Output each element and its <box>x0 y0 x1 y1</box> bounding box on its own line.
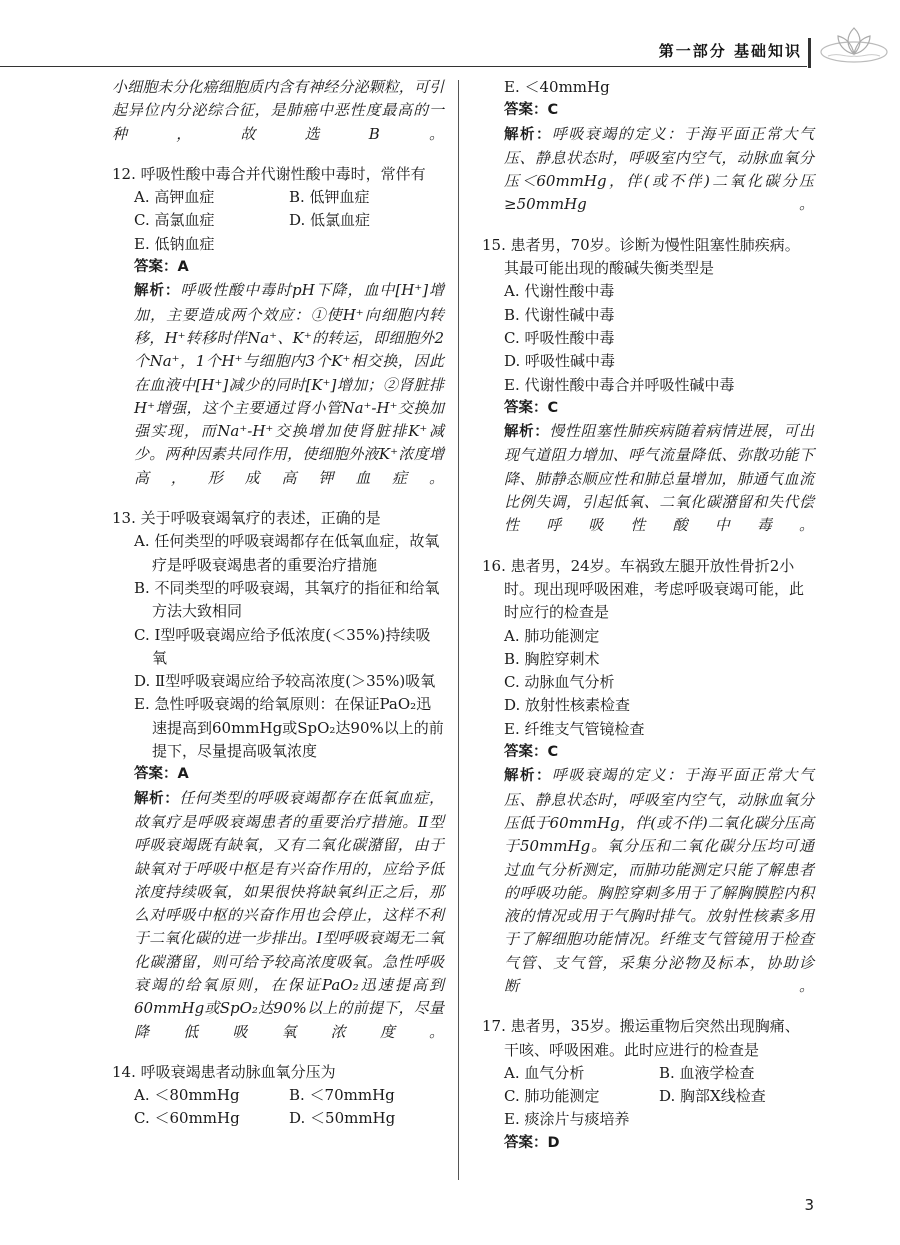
question-stem: 13. 关于呼吸衰竭氧疗的表述，正确的是 <box>112 509 381 528</box>
option-d: D. 胸部X线检查 <box>659 1087 766 1106</box>
option-a: A. ＜80mmHg <box>134 1086 240 1105</box>
option-e: E. 痰涂片与痰培养 <box>504 1110 630 1129</box>
question-stem: 16. 患者男，24岁。车祸致左腿开放性骨折2小时。现出现呼吸困难，考虑呼吸衰竭可能，此时应行的检查是 <box>482 556 805 622</box>
question-13 <box>112 507 444 1044</box>
option-c: C. 动脉血气分析 <box>504 673 615 692</box>
explanation-text: 任何类型的呼吸衰竭都存在低氧血症，故氧疗是呼吸衰竭患者的重要治疗措施。Ⅱ型呼吸衰竭既有缺氧，又有二氧化碳潴留，由于缺氧对于呼吸中枢是有兴奋作用的，应给予低浓度持续吸氧，如果很快将缺氧纠正之后，那么对呼吸中枢的兴奋作用也会停止，这样不利于二氧化碳的进一步排出。Ⅰ型呼吸衰竭无二氧化碳潴留，则可给予较高浓度吸氧。急性呼吸衰竭的给氧原则，在保证PaO₂迅速提高到60mmHg或SpO₂达90%以上的前提下，尽量降低吸氧浓度。 <box>134 788 445 1041</box>
answer: 答案：A <box>134 766 189 783</box>
page-number: 3 <box>804 1196 814 1214</box>
question-12 <box>112 163 444 490</box>
section-title: 第一部分 基础知识 <box>658 42 802 60</box>
continuation-text: 小细胞未分化癌细胞质内含有神经分泌颗粒，可引起异位内分泌综合征，是肺癌中恶性度最高的一种，故选B。 <box>112 78 444 143</box>
option-c: C. ＜60mmHg <box>134 1109 240 1128</box>
option-b: B. 低钾血症 <box>289 188 370 207</box>
option-d: D. Ⅱ型呼吸衰竭应给予较高浓度(＞35%)吸氧 <box>134 672 436 691</box>
option-a: A. 血气分析 <box>504 1063 585 1082</box>
right-column <box>482 76 814 1155</box>
question-14 <box>112 1061 444 1131</box>
option-e: E. ＜40mmHg <box>504 78 610 96</box>
option-row <box>112 209 444 232</box>
explanation <box>112 787 444 1044</box>
option-b: B. ＜70mmHg <box>289 1086 395 1105</box>
option-c: C. 呼吸性酸中毒 <box>504 328 615 347</box>
question-stem: 14. 呼吸衰竭患者动脉血氧分压为 <box>112 1062 336 1081</box>
lotus-logo-icon <box>818 22 890 66</box>
explanation-text: 呼吸性酸中毒时pH下降，血中[H⁺]增加，主要造成两个效应：①使H⁺向细胞内转移，H⁺转移时伴Na⁺、K⁺的转运，即细胞外2个Na⁺，1个H⁺与细胞内3个K⁺相交换，因此在血液中[H⁺]减少的同时[K⁺]增加；②肾脏排H⁺增强，这个主要通过肾小管Na⁺-H⁺交换加强实现，而Na⁺-H⁺交换增加使肾脏排K⁺减少。两种因素共同作用，使细胞外液K⁺浓度增高，形成高钾血症。 <box>134 281 444 487</box>
option-row <box>112 1084 444 1107</box>
answer: 答案：D <box>504 1134 560 1151</box>
option-a: A. 高钾血症 <box>134 188 215 207</box>
option-b: B. 胸腔穿刺术 <box>504 649 600 668</box>
option-e: E. 低钠血症 <box>134 234 215 253</box>
question-14-continued <box>482 76 814 217</box>
option-c: C. 高氯血症 <box>134 211 215 230</box>
option-a: A. 代谢性酸中毒 <box>504 282 615 301</box>
option-e: E. 纤维支气管镜检查 <box>504 719 645 738</box>
explanation <box>112 279 444 490</box>
explanation-label: 解析： <box>504 126 552 143</box>
option-row <box>482 1085 814 1108</box>
option-c: C. 肺功能测定 <box>504 1087 600 1106</box>
explanation-text: 呼吸衰竭的定义：于海平面正常大气压、静息状态时，呼吸室内空气，动脉血氧分压＜60mmHg，伴(或不伴)二氧化碳分压≥50mmHg。 <box>504 124 814 214</box>
option-c: C. Ⅰ型呼吸衰竭应给予低浓度(＜35%)持续吸氧 <box>134 625 431 667</box>
option-b: B. 不同类型的呼吸衰竭，其氧疗的指征和给氧方法大致相同 <box>134 578 440 621</box>
explanation-label: 解析： <box>134 790 180 807</box>
answer: 答案：C <box>504 399 559 416</box>
answer: 答案：C <box>504 744 559 761</box>
question-15 <box>482 234 814 538</box>
option-row <box>482 1062 814 1085</box>
option-d: D. ＜50mmHg <box>289 1109 396 1128</box>
option-b: B. 血液学检查 <box>659 1063 755 1082</box>
option-a: A. 任何类型的呼吸衰竭都存在低氧血症，故氧疗是呼吸衰竭患者的重要治疗措施 <box>134 532 440 574</box>
question-16 <box>482 555 814 999</box>
explanation-label: 解析： <box>504 768 552 785</box>
explanation <box>482 764 814 998</box>
explanation <box>482 123 814 217</box>
answer: 答案：C <box>504 102 559 119</box>
option-e: E. 急性呼吸衰竭的给氧原则：在保证PaO₂迅速提高到60mmHg或SpO₂达90%以上的前提下，尽量提高吸氧浓度 <box>134 695 444 761</box>
explanation-label: 解析： <box>134 283 181 300</box>
header-bar <box>808 38 811 68</box>
option-d: D. 低氯血症 <box>289 211 371 230</box>
header-rule <box>0 66 807 67</box>
page-header <box>0 0 900 70</box>
option-row <box>112 186 444 209</box>
column-divider <box>458 80 459 1180</box>
answer: 答案：A <box>134 259 189 276</box>
option-d: D. 放射性核素检查 <box>504 696 631 715</box>
explanation <box>482 420 814 537</box>
question-stem: 15. 患者男，70岁。诊断为慢性阻塞性肺疾病。其最可能出现的酸碱失衡类型是 <box>482 235 800 278</box>
question-stem: 12. 呼吸性酸中毒合并代谢性酸中毒时，常伴有 <box>112 164 426 183</box>
option-b: B. 代谢性碱中毒 <box>504 305 615 324</box>
explanation-text: 呼吸衰竭的定义：于海平面正常大气压、静息状态时，呼吸室内空气，动脉血氧分压低于60mmHg，伴(或不伴)二氧化碳分压高于50mmHg。氧分压和二氧化碳分压均可通过血气分析测定，而肺功能测定只能了解患者的呼吸功能。胸腔穿刺多用于了解胸膜腔内积液的情况或用于气胸时排气。放射性核素多用于了解细胞功能情况。纤维支气管镜用于检查气管、支气管，采集分泌物及标本，协助诊断。 <box>504 766 814 995</box>
option-e: E. 代谢性酸中毒合并呼吸性碱中毒 <box>504 375 735 394</box>
option-d: D. 呼吸性碱中毒 <box>504 352 616 371</box>
question-17 <box>482 1015 814 1155</box>
explanation-text: 慢性阻塞性肺疾病随着病情进展，可出现气道阻力增加、呼气流量降低、弥散功能下降、肺静态顺应性和肺总量增加，肺通气血流比例失调，引起低氧、二氧化碳潴留和失代偿性呼吸性酸中毒。 <box>504 422 815 535</box>
left-column <box>112 76 444 1131</box>
option-row <box>112 1107 444 1130</box>
question-stem: 17. 患者男，35岁。搬运重物后突然出现胸痛、干咳、呼吸困难。此时应进行的检查是 <box>482 1017 800 1059</box>
option-a: A. 肺功能测定 <box>504 626 600 645</box>
explanation-label: 解析： <box>504 424 550 441</box>
